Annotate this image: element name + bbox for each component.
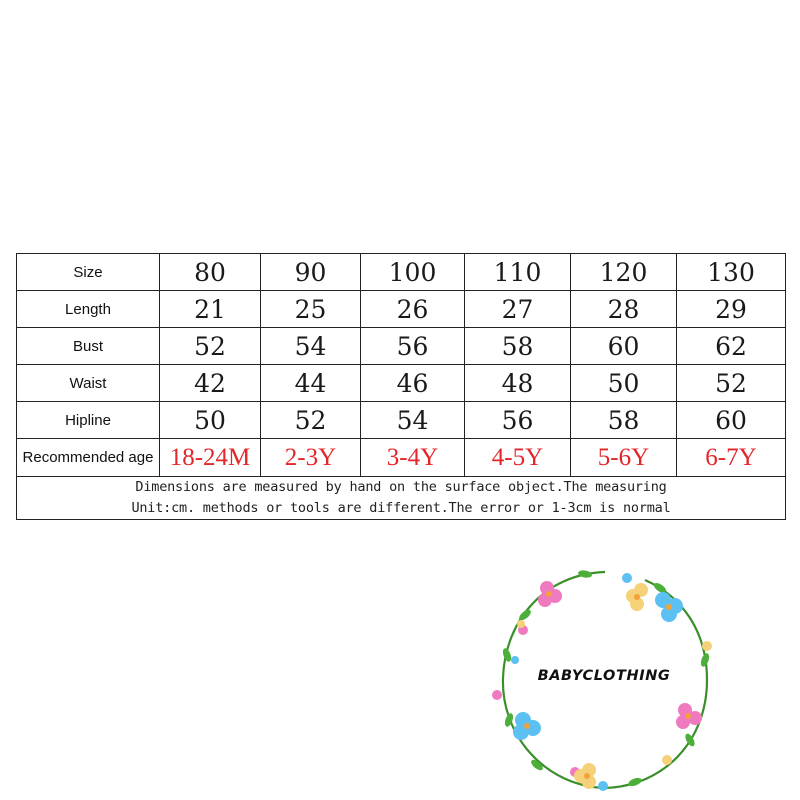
size-value: 120	[571, 254, 677, 291]
hipline-value: 58	[571, 402, 677, 439]
bust-value: 52	[160, 328, 261, 365]
age-value: 2-3Y	[261, 439, 361, 477]
bust-value: 60	[571, 328, 677, 365]
length-value: 26	[361, 291, 465, 328]
size-value: 90	[261, 254, 361, 291]
size-value: 110	[465, 254, 571, 291]
row-label: Hipline	[17, 402, 160, 439]
length-value: 21	[160, 291, 261, 328]
hipline-value: 50	[160, 402, 261, 439]
hipline-value: 56	[465, 402, 571, 439]
size-value: 80	[160, 254, 261, 291]
waist-value: 50	[571, 365, 677, 402]
waist-value: 48	[465, 365, 571, 402]
age-value: 5-6Y	[571, 439, 677, 477]
row-label: Waist	[17, 365, 160, 402]
recommended-age-row	[17, 439, 786, 477]
bust-value: 54	[261, 328, 361, 365]
note-line-1: Dimensions are measured by hand on the surface object.The measuring	[135, 479, 667, 495]
bust-value: 56	[361, 328, 465, 365]
note-row	[17, 477, 786, 520]
size-row	[17, 254, 786, 291]
length-value: 29	[677, 291, 786, 328]
length-value: 27	[465, 291, 571, 328]
row-label: Size	[17, 254, 160, 291]
row-label: Recommended age	[17, 439, 160, 477]
hipline-value: 54	[361, 402, 465, 439]
size-value: 100	[361, 254, 465, 291]
row-label: Length	[17, 291, 160, 328]
length-row	[17, 291, 786, 328]
brand-label: BABYCLOTHING	[537, 668, 671, 684]
size-chart-table	[16, 253, 786, 520]
length-value: 28	[571, 291, 677, 328]
bust-value: 62	[677, 328, 786, 365]
waist-value: 52	[677, 365, 786, 402]
waist-value: 44	[261, 365, 361, 402]
hipline-value: 60	[677, 402, 786, 439]
bust-value: 58	[465, 328, 571, 365]
age-value: 18-24M	[160, 439, 261, 477]
yellow-flower-icon	[517, 583, 712, 789]
age-value: 3-4Y	[361, 439, 465, 477]
waist-row	[17, 365, 786, 402]
hipline-value: 52	[261, 402, 361, 439]
measurement-note	[17, 477, 786, 520]
hipline-row	[17, 402, 786, 439]
size-value: 130	[677, 254, 786, 291]
age-value: 4-5Y	[465, 439, 571, 477]
length-value: 25	[261, 291, 361, 328]
waist-value: 42	[160, 365, 261, 402]
waist-value: 46	[361, 365, 465, 402]
age-value: 6-7Y	[677, 439, 786, 477]
note-line-2: Unit:cm. methods or tools are different.The error or 1-3cm is normal	[131, 500, 671, 516]
row-label: Bust	[17, 328, 160, 365]
bust-row	[17, 328, 786, 365]
